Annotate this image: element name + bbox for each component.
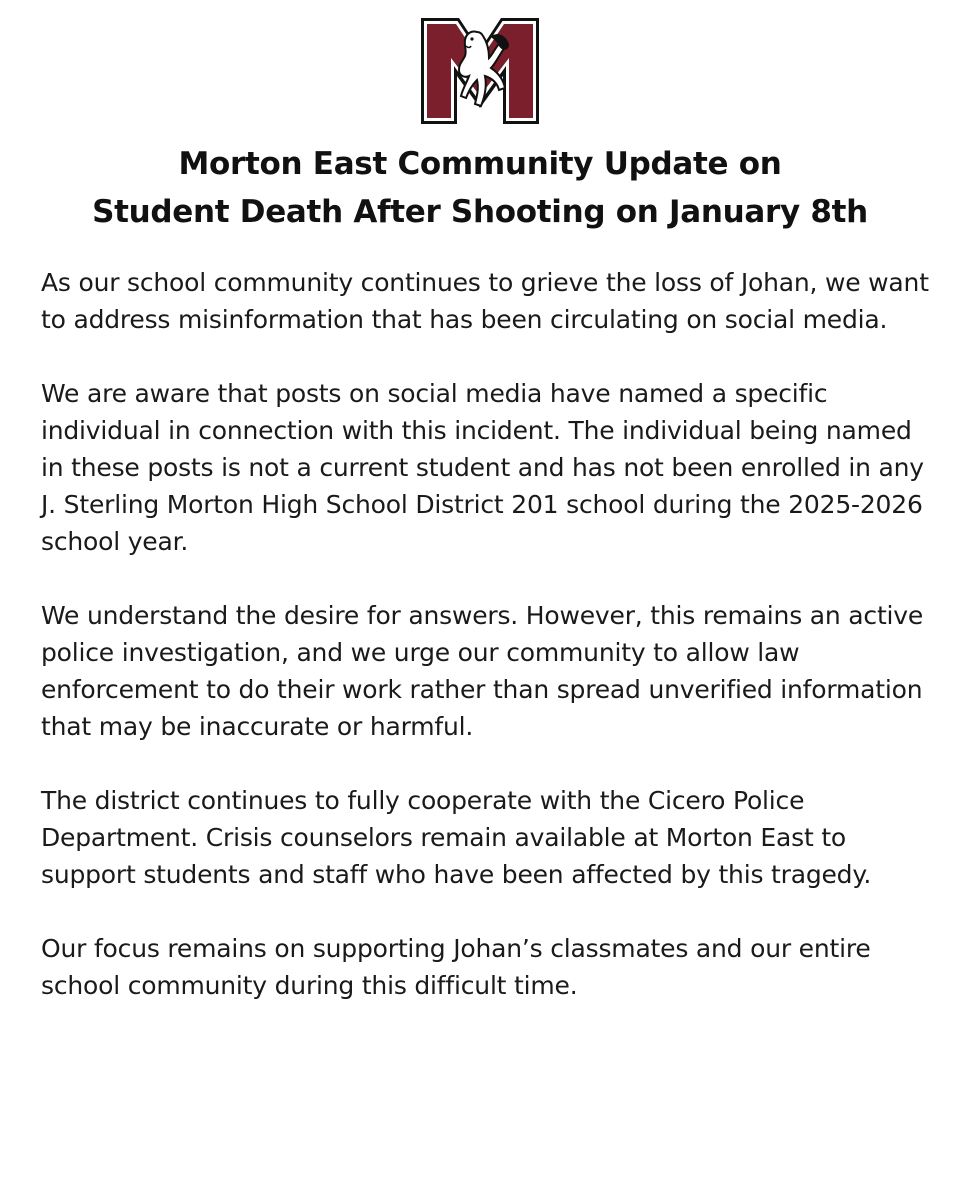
paragraph-named-individual: We are aware that posts on social media have named a specific individual in connection with this incident. The individual being named in these posts is not a current student and has not been enrolled in any J. Sterling Morton High School District 201 school during the 2025-2026 school year. (41, 379, 924, 556)
page-title (0, 140, 960, 236)
paragraph-misinformation: As our school community continues to grieve the loss of Johan, we want to address misinformation that has been circulating on social media. (41, 268, 929, 334)
paragraph-cooperation: The district continues to fully cooperate with the Cicero Police Department. Crisis counselors remain available at Morton East to support students and staff who have been affected by this tragedy. (41, 786, 872, 889)
title-line-2: Student Death After Shooting on January 8th (92, 194, 868, 230)
school-logo (419, 16, 541, 126)
paragraph-police-investigation: We understand the desire for answers. However, this remains an active police investigation, and we urge our community to allow law enforcement to do their work rather than spread unverified information that may be inaccurate or harmful. (41, 601, 924, 741)
title-line-1: Morton East Community Update on (178, 146, 782, 182)
paragraph-focus: Our focus remains on supporting Johan’s classmates and our entire school community during this difficult time. (41, 934, 871, 1000)
announcement-body (41, 264, 931, 1041)
morton-m-mustang-icon (419, 16, 541, 126)
